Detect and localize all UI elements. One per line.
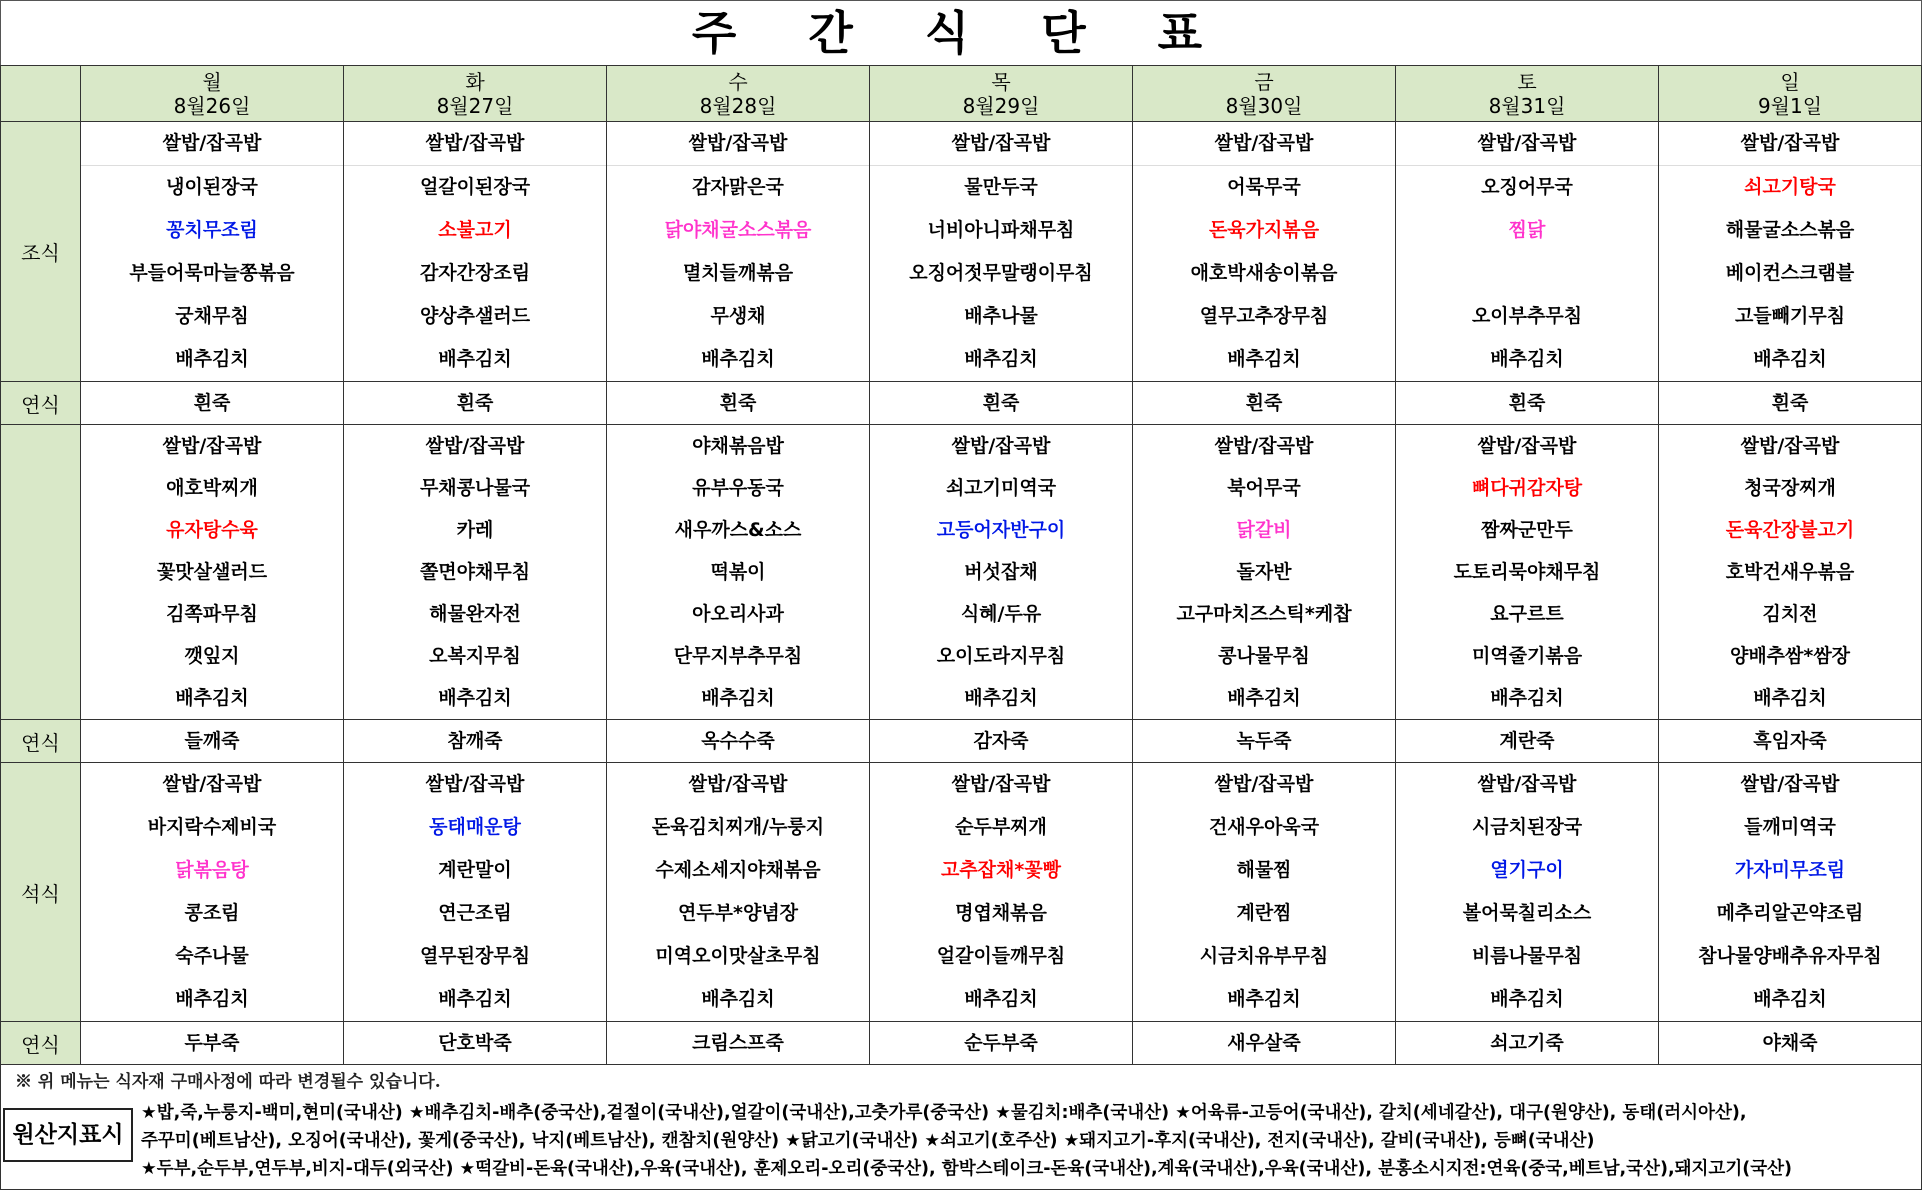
lunch-cell xyxy=(1133,425,1396,720)
lunch-cell xyxy=(1659,425,1922,720)
menu-item: 해물완자전 xyxy=(429,603,521,625)
dinner-cell xyxy=(1133,763,1396,1022)
menu-item: 순두부찌개 xyxy=(955,816,1047,838)
menu-item: 비름나물무침 xyxy=(1471,945,1583,967)
header-row xyxy=(1,66,1922,122)
menu-item: 배추김치 xyxy=(438,348,512,370)
menu-item: 쇠고기죽 xyxy=(1490,1032,1564,1054)
menu-item: 요구르트 xyxy=(1490,603,1564,625)
snack-evening-cell xyxy=(607,1022,870,1065)
menu-item: 얼갈이된장국 xyxy=(419,176,531,198)
lunch-label xyxy=(1,425,81,720)
menu-item: 북어무국 xyxy=(1227,477,1301,499)
menu-item: 단호박죽 xyxy=(438,1032,512,1054)
breakfast-cell xyxy=(1396,122,1659,382)
menu-item: 배추김치 xyxy=(701,687,775,709)
menu-item: 흰죽 xyxy=(456,392,494,414)
menu-item: 김쪽파무침 xyxy=(166,603,258,625)
day-of-week: 일 xyxy=(1780,69,1800,94)
menu-item: 들깨미역국 xyxy=(1744,816,1836,838)
menu-item xyxy=(1396,252,1658,295)
menu-item: 배추김치 xyxy=(1490,988,1564,1010)
menu-item: 계란죽 xyxy=(1499,730,1555,752)
origin-line: ★두부,순두부,연두부,비지-대두(외국산) ★떡갈비-돈육(국내산),우육(국내산), 훈제오리-오리(중국산), 함박스테이크-돈육(국내산),계육(국내산),우육(국내산), 분홍소시지전:연육(중국,베트남,국산),돼지고기(국산) xyxy=(141,1159,1793,1179)
dinner-cell xyxy=(1396,763,1659,1022)
snack-afternoon-cell xyxy=(870,720,1133,763)
day-header xyxy=(81,66,344,122)
menu-item: 쌀밥/잡곡밥 xyxy=(344,122,606,166)
lunch-cell xyxy=(344,425,607,720)
menu-item: 열무고추장무침 xyxy=(1199,305,1329,327)
menu-item: 배추김치 xyxy=(438,687,512,709)
menu-item: 배추김치 xyxy=(1490,348,1564,370)
menu-item: 배추김치 xyxy=(1753,687,1827,709)
snack-morning-cell xyxy=(344,382,607,425)
snack-afternoon-label: 연식 xyxy=(1,720,81,763)
day-date: 8월30일 xyxy=(1225,93,1303,118)
menu-item: 감자죽 xyxy=(973,730,1029,752)
menu-item: 배추김치 xyxy=(1227,687,1301,709)
menu-item: 두부죽 xyxy=(184,1032,240,1054)
menu-item: 쌀밥/잡곡밥 xyxy=(1477,435,1577,457)
menu-item: 흰죽 xyxy=(1771,392,1809,414)
day-date: 8월27일 xyxy=(436,93,514,118)
menu-item: 감자맑은국 xyxy=(692,176,784,198)
menu-item: 배추김치 xyxy=(1753,348,1827,370)
menu-item: 찜닭 xyxy=(1508,219,1546,241)
menu-item: 뼈다귀감자탕 xyxy=(1471,477,1583,499)
menu-item: 열기구이 xyxy=(1490,859,1564,881)
menu-item: 시금치된장국 xyxy=(1471,816,1583,838)
menu-item: 돈육가지볶음 xyxy=(1208,219,1320,241)
breakfast-cell xyxy=(81,122,344,382)
menu-item: 수제소세지야채볶음 xyxy=(655,859,821,881)
menu-item: 애호박새송이볶음 xyxy=(1190,262,1338,284)
origin-line: 주꾸미(베트남산), 오징어(국내산), 꽃게(중국산), 낙지(베트남산), 캔참치(원양산) ★닭고기(국내산) ★쇠고기(호주산) ★돼지고기-후지(국내산), 전지(국내산), 갈비(국내산), 등뼈(국내산) xyxy=(141,1131,1595,1151)
menu-item: 꽃맛살샐러드 xyxy=(156,561,268,583)
menu-item: 흰죽 xyxy=(1245,392,1283,414)
day-header xyxy=(870,66,1133,122)
menu-item: 연두부*양념장 xyxy=(677,902,799,924)
menu-item: 옥수수죽 xyxy=(701,730,775,752)
menu-item: 무채콩나물국 xyxy=(419,477,531,499)
change-notice: ※ 위 메뉴는 식자재 구매사정에 따라 변경될수 있습니다. xyxy=(15,1072,441,1092)
menu-item: 쌀밥/잡곡밥 xyxy=(81,122,343,166)
weekly-menu-table xyxy=(0,65,1922,1065)
menu-item: 궁채무침 xyxy=(175,305,249,327)
corner-cell xyxy=(1,66,81,122)
menu-item: 콩조림 xyxy=(184,902,240,924)
day-of-week: 토 xyxy=(1517,69,1537,94)
menu-item: 쌀밥/잡곡밥 xyxy=(1477,773,1577,795)
menu-item: 배추김치 xyxy=(175,348,249,370)
menu-item: 냉이된장국 xyxy=(166,176,258,198)
menu-item: 쌀밥/잡곡밥 xyxy=(425,435,525,457)
day-header xyxy=(607,66,870,122)
menu-item: 배추김치 xyxy=(175,988,249,1010)
day-date: 8월31일 xyxy=(1488,93,1566,118)
menu-item: 계란찜 xyxy=(1236,902,1292,924)
menu-item: 멸치들깨볶음 xyxy=(682,262,794,284)
snack-afternoon-cell xyxy=(344,720,607,763)
menu-item: 닭볶음탕 xyxy=(175,859,249,881)
menu-item: 건새우아욱국 xyxy=(1208,816,1320,838)
breakfast-cell xyxy=(344,122,607,382)
menu-item: 들깨죽 xyxy=(184,730,240,752)
menu-item: 쫄면야채무침 xyxy=(419,561,531,583)
day-header xyxy=(1396,66,1659,122)
breakfast-cell xyxy=(1133,122,1396,382)
menu-item: 미역줄기볶음 xyxy=(1471,645,1583,667)
breakfast-label: 조식 xyxy=(1,122,81,382)
lunch-cell xyxy=(870,425,1133,720)
menu-item: 쌀밥/잡곡밥 xyxy=(1740,435,1840,457)
menu-item: 배추김치 xyxy=(964,687,1038,709)
menu-item: 배추김치 xyxy=(1227,988,1301,1010)
menu-item: 청국장찌개 xyxy=(1744,477,1836,499)
menu-item: 숙주나물 xyxy=(175,945,249,967)
menu-item: 오복지무침 xyxy=(429,645,521,667)
snack-morning-label: 연식 xyxy=(1,382,81,425)
snack-afternoon-row xyxy=(1,720,1922,763)
page-title: 주 간 식 단 표 xyxy=(0,0,1922,65)
notes-section xyxy=(0,1065,1922,1190)
day-of-week: 금 xyxy=(1254,69,1274,94)
menu-item: 배추김치 xyxy=(175,687,249,709)
menu-item: 쌀밥/잡곡밥 xyxy=(951,773,1051,795)
menu-item: 배추김치 xyxy=(964,348,1038,370)
day-header xyxy=(1659,66,1922,122)
menu-item: 볼어묵칠리소스 xyxy=(1462,902,1592,924)
day-of-week: 화 xyxy=(465,69,485,94)
menu-item: 식혜/두유 xyxy=(960,603,1042,625)
menu-item: 콩나물무침 xyxy=(1218,645,1310,667)
menu-item: 도토리묵야채무침 xyxy=(1453,561,1601,583)
snack-morning-row xyxy=(1,382,1922,425)
menu-item: 배추김치 xyxy=(438,988,512,1010)
dinner-row xyxy=(1,763,1922,1022)
menu-item: 배추나물 xyxy=(964,305,1038,327)
menu-item: 쌀밥/잡곡밥 xyxy=(951,435,1051,457)
menu-item: 야채볶음밥 xyxy=(692,435,784,457)
menu-item: 쇠고기탕국 xyxy=(1744,176,1836,198)
day-date: 8월28일 xyxy=(699,93,777,118)
snack-afternoon-cell xyxy=(81,720,344,763)
menu-item: 배추김치 xyxy=(701,988,775,1010)
menu-item: 새우까스&소스 xyxy=(674,519,802,541)
breakfast-cell xyxy=(1659,122,1922,382)
menu-item: 열무된장무침 xyxy=(419,945,531,967)
menu-item: 흰죽 xyxy=(982,392,1020,414)
menu-item: 김치전 xyxy=(1762,603,1818,625)
snack-evening-label: 연식 xyxy=(1,1022,81,1065)
snack-morning-cell xyxy=(607,382,870,425)
snack-evening-cell xyxy=(81,1022,344,1065)
menu-item: 쌀밥/잡곡밥 xyxy=(162,435,262,457)
day-of-week: 목 xyxy=(991,69,1011,94)
snack-afternoon-cell xyxy=(607,720,870,763)
menu-item: 오이부추무침 xyxy=(1471,305,1583,327)
menu-item: 명엽채볶음 xyxy=(955,902,1047,924)
snack-evening-cell xyxy=(1396,1022,1659,1065)
menu-item: 고추잡채*꽃빵 xyxy=(940,859,1062,881)
lunch-row xyxy=(1,425,1922,720)
menu-item: 얼갈이들깨무침 xyxy=(936,945,1066,967)
menu-item: 계란말이 xyxy=(438,859,512,881)
menu-item: 닭야채굴소스볶음 xyxy=(664,219,812,241)
menu-item: 돌자반 xyxy=(1236,561,1292,583)
day-date: 9월1일 xyxy=(1757,93,1823,118)
menu-item: 부들어묵마늘쫑볶음 xyxy=(129,262,295,284)
menu-item: 메추리알곤약조림 xyxy=(1716,902,1864,924)
day-header xyxy=(344,66,607,122)
dinner-cell xyxy=(607,763,870,1022)
menu-item: 흰죽 xyxy=(1508,392,1546,414)
menu-item: 애호박찌개 xyxy=(166,477,258,499)
menu-item: 쌀밥/잡곡밥 xyxy=(607,122,869,166)
menu-item: 꽁치무조림 xyxy=(166,219,258,241)
menu-item: 해물굴소스볶음 xyxy=(1725,219,1855,241)
snack-evening-cell xyxy=(344,1022,607,1065)
menu-item: 크림스프죽 xyxy=(692,1032,784,1054)
snack-afternoon-cell xyxy=(1396,720,1659,763)
menu-item: 닭갈비 xyxy=(1236,519,1292,541)
menu-item: 쇠고기미역국 xyxy=(945,477,1057,499)
menu-item: 쌀밥/잡곡밥 xyxy=(1214,435,1314,457)
menu-item: 바지락수제비국 xyxy=(147,816,277,838)
menu-item: 흰죽 xyxy=(193,392,231,414)
menu-item: 가자미무조림 xyxy=(1734,859,1846,881)
menu-item: 참나물양배추유자무침 xyxy=(1698,945,1882,967)
menu-item: 쌀밥/잡곡밥 xyxy=(1740,773,1840,795)
menu-item: 쌀밥/잡곡밥 xyxy=(688,773,788,795)
snack-evening-cell xyxy=(870,1022,1133,1065)
menu-item: 야채죽 xyxy=(1762,1032,1818,1054)
day-date: 8월26일 xyxy=(173,93,251,118)
menu-item: 아오리사과 xyxy=(692,603,784,625)
snack-afternoon-cell xyxy=(1659,720,1922,763)
origin-line: ★밥,죽,누룽지-백미,현미(국내산) ★배추김치-배추(중국산),겉절이(국내산),얼갈이(국내산),고춧가루(중국산) ★물김치:배추(국내산) ★어육류-고등어(국내산), 갈치(세네갈산), 대구(원양산), 동태(러시아산), xyxy=(141,1103,1747,1123)
menu-item: 호박건새우볶음 xyxy=(1725,561,1855,583)
day-of-week: 수 xyxy=(728,69,748,94)
menu-item: 시금치유부무침 xyxy=(1199,945,1329,967)
menu-item: 고구마치즈스틱*케찹 xyxy=(1176,603,1352,625)
dinner-cell xyxy=(81,763,344,1022)
menu-item: 돈육간장불고기 xyxy=(1725,519,1855,541)
menu-item: 오이도라지무침 xyxy=(936,645,1066,667)
snack-morning-cell xyxy=(870,382,1133,425)
menu-item: 돈육김치찌개/누룽지 xyxy=(651,816,825,838)
menu-item: 새우살죽 xyxy=(1227,1032,1301,1054)
menu-item: 순두부죽 xyxy=(964,1032,1038,1054)
menu-item: 무생채 xyxy=(710,305,766,327)
snack-evening-cell xyxy=(1659,1022,1922,1065)
menu-item: 쌀밥/잡곡밥 xyxy=(870,122,1132,166)
menu-item: 참깨죽 xyxy=(447,730,503,752)
menu-item: 물만두국 xyxy=(964,176,1038,198)
snack-evening-row xyxy=(1,1022,1922,1065)
menu-item: 배추김치 xyxy=(1753,988,1827,1010)
day-header xyxy=(1133,66,1396,122)
breakfast-cell xyxy=(607,122,870,382)
snack-afternoon-cell xyxy=(1133,720,1396,763)
menu-item: 짬짜군만두 xyxy=(1481,519,1573,541)
menu-item: 버섯잡채 xyxy=(964,561,1038,583)
menu-item: 배추김치 xyxy=(964,988,1038,1010)
day-date: 8월29일 xyxy=(962,93,1040,118)
lunch-cell xyxy=(607,425,870,720)
menu-item: 오징어무국 xyxy=(1481,176,1573,198)
menu-item: 녹두죽 xyxy=(1236,730,1292,752)
menu-item: 흰죽 xyxy=(719,392,757,414)
lunch-cell xyxy=(81,425,344,720)
menu-item: 배추김치 xyxy=(1490,687,1564,709)
day-of-week: 월 xyxy=(202,69,222,94)
lunch-cell xyxy=(1396,425,1659,720)
menu-item: 쌀밥/잡곡밥 xyxy=(1396,122,1658,166)
snack-morning-cell xyxy=(1396,382,1659,425)
menu-item: 감자간장조림 xyxy=(419,262,531,284)
menu-item: 배추김치 xyxy=(701,348,775,370)
snack-evening-cell xyxy=(1133,1022,1396,1065)
origin-label: 원산지표시 xyxy=(3,1108,133,1162)
menu-item: 쌀밥/잡곡밥 xyxy=(425,773,525,795)
dinner-cell xyxy=(1659,763,1922,1022)
menu-item: 소불고기 xyxy=(438,219,512,241)
menu-item: 미역오이맛살초무침 xyxy=(655,945,821,967)
breakfast-cell xyxy=(870,122,1133,382)
dinner-cell xyxy=(344,763,607,1022)
origin-info xyxy=(141,1099,1915,1183)
menu-item: 연근조림 xyxy=(438,902,512,924)
menu-item: 흑임자죽 xyxy=(1753,730,1827,752)
menu-item: 동태매운탕 xyxy=(429,816,521,838)
snack-morning-cell xyxy=(1133,382,1396,425)
menu-item: 해물찜 xyxy=(1236,859,1292,881)
dinner-label: 석식 xyxy=(1,763,81,1022)
menu-item: 유부우동국 xyxy=(692,477,784,499)
menu-item: 쌀밥/잡곡밥 xyxy=(1659,122,1921,166)
menu-item: 어묵무국 xyxy=(1227,176,1301,198)
menu-item: 카레 xyxy=(456,519,494,541)
menu-item: 쌀밥/잡곡밥 xyxy=(1214,773,1314,795)
breakfast-row xyxy=(1,122,1922,382)
dinner-cell xyxy=(870,763,1133,1022)
menu-item: 단무지부추무침 xyxy=(673,645,803,667)
snack-morning-cell xyxy=(1659,382,1922,425)
menu-item: 양배추쌈*쌈장 xyxy=(1729,645,1851,667)
menu-item: 너비아니파채무침 xyxy=(927,219,1075,241)
menu-item: 쌀밥/잡곡밥 xyxy=(162,773,262,795)
snack-morning-cell xyxy=(81,382,344,425)
menu-item: 깻잎지 xyxy=(184,645,240,667)
menu-item: 떡볶이 xyxy=(710,561,766,583)
menu-item: 유자탕수육 xyxy=(166,519,258,541)
menu-item: 고등어자반구이 xyxy=(936,519,1066,541)
menu-item: 배추김치 xyxy=(1227,348,1301,370)
menu-item: 쌀밥/잡곡밥 xyxy=(1133,122,1395,166)
menu-item: 오징어젓무말랭이무침 xyxy=(909,262,1093,284)
menu-item: 고들빼기무침 xyxy=(1734,305,1846,327)
menu-item: 베이컨스크램블 xyxy=(1725,262,1855,284)
menu-item: 양상추샐러드 xyxy=(419,305,531,327)
